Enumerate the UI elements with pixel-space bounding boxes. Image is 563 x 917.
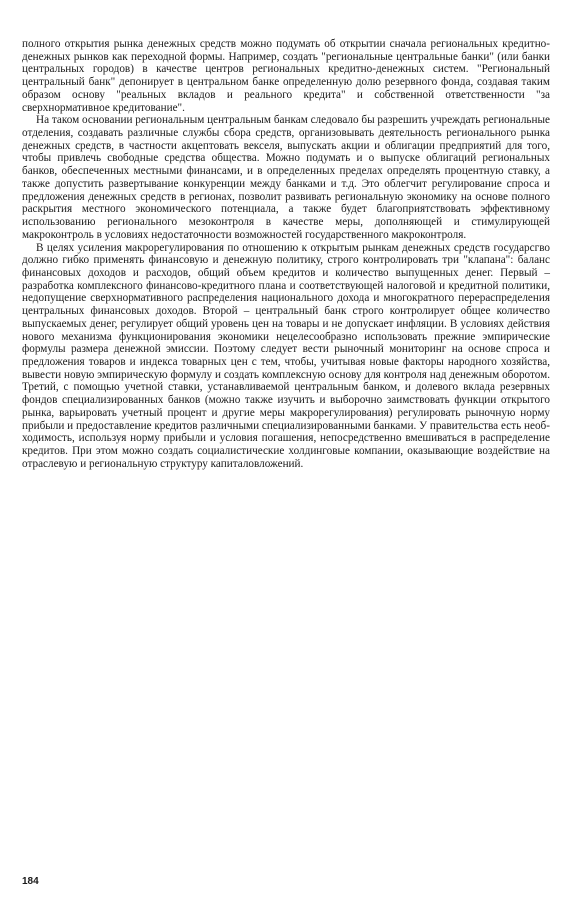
paragraph-continuation: полного открытия рынка денежных средств можно подумать об открытии сначала региональных кредитно-денежных рынков как переходной формы. Например, создать "региональные центральные банки" (или банки центральных городов) в качестве центров региональных кредитно-денежных систем. "Региональный центральный банк" депонирует в центральном банке определенную долю резервного фонда, создавая таким образом основу "реальных вкладов и реального кредита" и собственной ответственности "за сверхнормативное кредитование". bbox=[22, 38, 550, 114]
page-number: 184 bbox=[22, 876, 39, 887]
paragraph: В целях усиления макрорегулирования по отношению к открытым рынкам денежных средств государсгво должно гибко применять финансовую и денежную политику, строго контролировать три "клапана": баланс финансовых доходов и расходов, общий объем кредитов и количество выпущенных денег. Первый – разработка комплексного финансово-кредитного плана и соответствующей налоговой и кредитной политики, недопущение сверхнормативного распределения национального дохода и многократного перераспределения центральных финансовых доходов. Второй – центральный банк строго контролирует общее количество выпускаемых денег, регулирует общий уровень цен на товары и не допускает инфляции. В условиях действия нового механизма функционирования экономики нецелесообразно использовать прежние эмпирические формулы размера денежной эмиссии. Поэтому следует вести рыночный мониторинг на основе спроса и предложения товаров и индекса товарных цен с тем, чтобы, учитывая новые факторы народного хозяйства, вывести новую эмпирическую формулу и создать комплексную основу для контроля над денежным оборотом. Третий, с помощью учетной ставки, устанавливаемой центральным банком, и долевого вклада резервных фондов специализированных банков (можно также изучить и выборочно заимствовать функции открытого рынка, варьировать учетный процент и другие меры макрорегулирования) регулировать рыночную норму прибыли и предоставление кредитов различными специализированными банками. У правительства есть необходимость, используя норму прибыли и условия погашения, непосредственно вмешиваться в распределение кредитов. При этом можно создать социалистические холдинговые компании, оказывающие воздействие на отраслевую и региональную структуру капиталовложений. bbox=[22, 241, 550, 470]
page-body bbox=[22, 38, 550, 470]
paragraph: На таком основании региональным центральным банкам следовало бы разрешить учреждать региональные отделения, создавать различные службы сбора средств, организовывать деятельность регионального рынка денежных средств, в частности акцептовать векселя, выпускать акции и облигации предприятий для того, чтобы привлечь свободные средства общества. Можно подумать и о выпуске облигаций региональных банков, обеспеченных местными финансами, и в определенных пределах определять процентную ставку, а также допустить развертывание конкуренции между банками и т.д. Это облегчит регулирование спроса и предложения денежных средств в регионах, позволит развивать региональную экономику на основе полного раскрытия местного экономического потенциала, а также будет благоприятствовать эффективному использованию регионального мезоконтроля в качестве меры, дополняющей и стимулирующей макроконтроль в условиях недостаточности возможностей государственного макроконтроля. bbox=[22, 114, 550, 241]
